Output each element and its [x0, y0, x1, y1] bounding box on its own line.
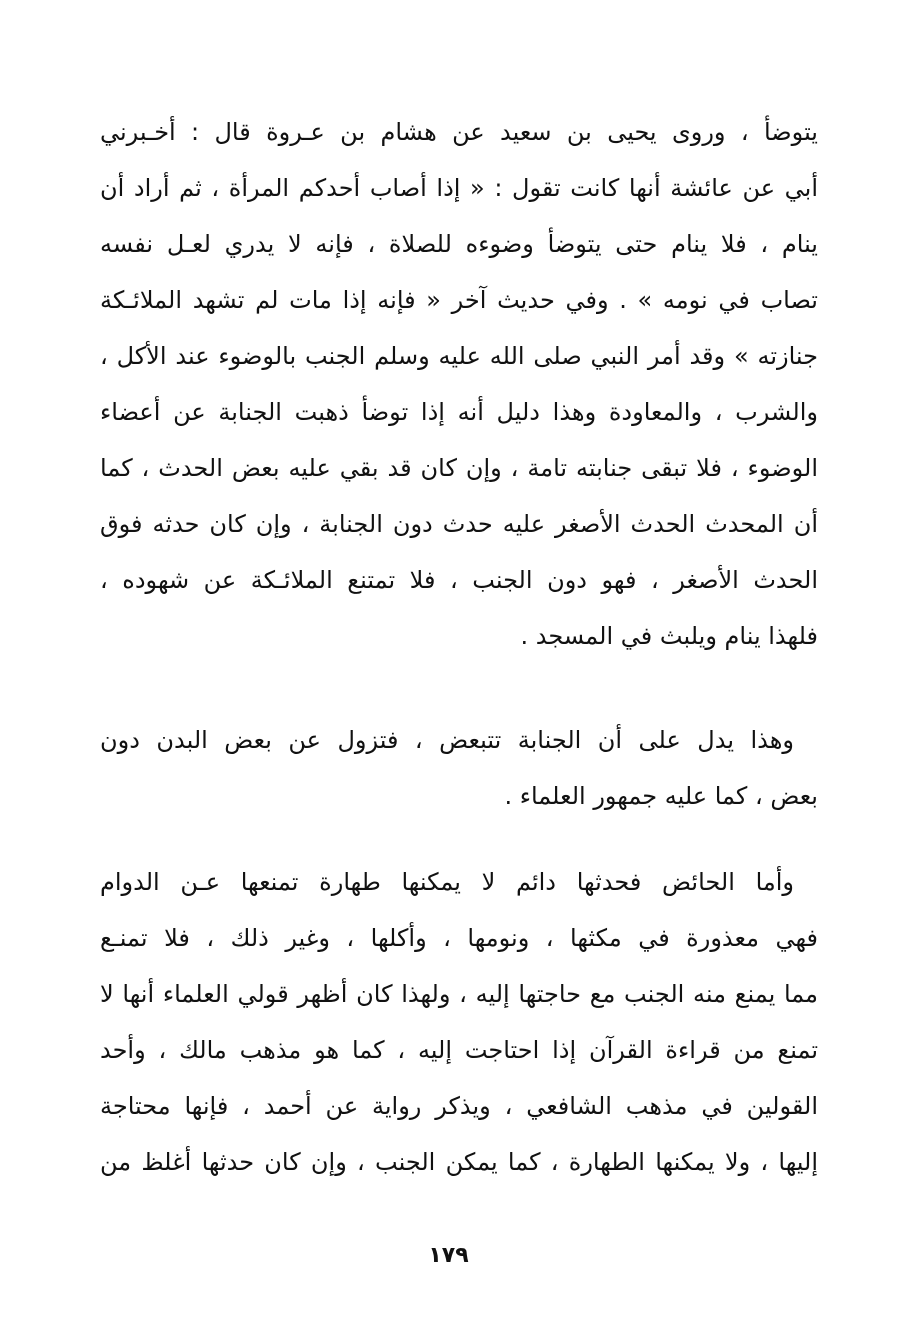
text-line: جنازته » وقد أمر النبي صلى الله عليه وسلم الجنب بالوضوء عند الأكل ،	[100, 342, 818, 370]
text-line: فهي معذورة في مكثها ، ونومها ، وأكلها ، وغير ذلك ، فلا تمنـع	[100, 924, 818, 952]
text-line: فلهذا ينام ويلبث في المسجد .	[520, 622, 818, 650]
text-line: إليها ، ولا يمكنها الطهارة ، كما يمكن الجنب ، وإن كان حدثها أغلظ من	[100, 1148, 818, 1176]
text-line: تصاب في نومه » . وفي حديث آخر « فإنه إذا مات لم تشهد الملائـكة	[100, 286, 818, 314]
text-line: تمنع من قراءة القرآن إذا احتاجت إليه ، كما هو مذهب مالك ، وأحد	[100, 1036, 818, 1064]
text-line: الوضوء ، فلا تبقى جنابته تامة ، وإن كان قد بقي عليه بعض الحدث ، كما	[100, 454, 818, 482]
paragraph-1	[100, 104, 818, 664]
text-line: وهذا يدل على أن الجنابة تتبعض ، فتزول عن بعض البدن دون	[100, 726, 794, 754]
text-line: مما يمنع منه الجنب مع حاجتها إليه ، ولهذا كان أظهر قولي العلماء أنها لا	[100, 980, 818, 1008]
text-line: وأما الحائض فحدثها دائم لا يمكنها طهارة تمنعها عـن الدوام	[100, 868, 794, 896]
text-line: الحدث الأصغر ، فهو دون الجنب ، فلا تمتنع الملائـكة عن شهوده ،	[100, 566, 818, 594]
text-line: القولين في مذهب الشافعي ، ويذكر رواية عن أحمد ، فإنها محتاجة	[100, 1092, 818, 1120]
text-line: والشرب ، والمعاودة وهذا دليل أنه إذا توضأ ذهبت الجنابة عن أعضاء	[100, 398, 818, 426]
text-line: أن المحدث الحدث الأصغر عليه حدث دون الجنابة ، وإن كان حدثه فوق	[100, 510, 818, 538]
paragraph-2	[100, 712, 818, 824]
text-line: أبي عن عائشة أنها كانت تقول : « إذا أصاب أحدكم المرأة ، ثم أراد أن	[100, 174, 818, 202]
text-line: يتوضأ ، وروى يحيى بن سعيد عن هشام بن عـروة قال : أخـبرني	[100, 118, 818, 146]
page-number: ١٧٩	[428, 1243, 469, 1268]
paragraph-3	[100, 854, 818, 1190]
text-line: ينام ، فلا ينام حتى يتوضأ وضوءه للصلاة ، فإنه لا يدري لعـل نفسه	[100, 230, 818, 258]
text-line: بعض ، كما عليه جمهور العلماء .	[504, 782, 818, 810]
